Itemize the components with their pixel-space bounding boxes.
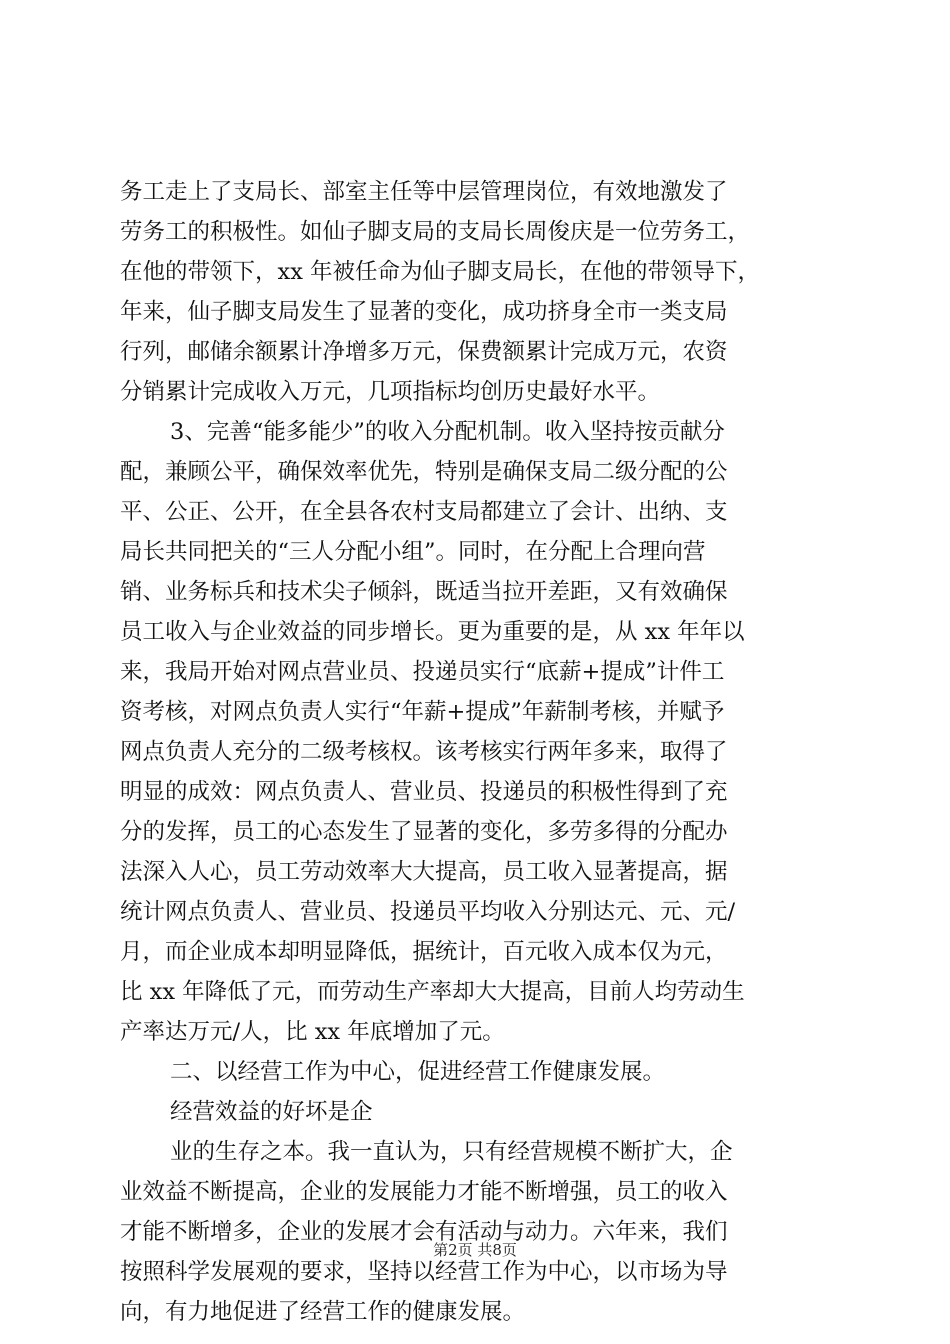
text-line: 销、业务标兵和技术尖子倾斜，既适当拉开差距，又有效确保 <box>120 579 728 605</box>
text-line: 按照科学发展观的要求，坚持以经营工作为中心，以市场为导 <box>120 1259 728 1285</box>
text-line: 务工走上了支局长、部室主任等中层管理岗位，有效地激发了 <box>120 179 728 205</box>
text-line: 员工收入与企业效益的同步增长。更为重要的是，从 xx 年年以 <box>120 619 745 645</box>
text-line: 局长共同把关的“三人分配小组”。同时，在分配上合理向营 <box>120 539 706 565</box>
text-line: 分的发挥，员工的心态发生了显著的变化，多劳多得的分配办 <box>120 819 728 845</box>
text-line: 明显的成效：网点负责人、营业员、投递员的积极性得到了充 <box>120 779 728 805</box>
text-line: 配，兼顾公平，确保效率优先，特别是确保支局二级分配的公 <box>120 459 728 485</box>
text-line: 向，有力地促进了经营工作的健康发展。 <box>120 1299 526 1325</box>
text-line: 平、公正、公开，在全县各农村支局都建立了会计、出纳、支 <box>120 499 728 525</box>
text-line: 行列，邮储余额累计净增多万元，保费额累计完成万元，农资 <box>120 339 728 365</box>
text-line: 法深入人心，员工劳动效率大大提高，员工收入显著提高，据 <box>120 859 728 885</box>
text-line: 在他的带领下，xx 年被任命为仙子脚支局长，在他的带领导下， <box>120 259 761 285</box>
text-line: 产率达万元/人，比 xx 年底增加了元。 <box>120 1019 505 1045</box>
text-line: 年来，仙子脚支局发生了显著的变化，成功挤身全市一类支局 <box>120 299 728 325</box>
page-footer: 第2页 共8页 <box>433 1241 517 1259</box>
text-line: 月，而企业成本却明显降低，据统计，百元收入成本仅为元， <box>120 939 728 965</box>
text-line: 网点负责人充分的二级考核权。该考核实行两年多来，取得了 <box>120 739 728 765</box>
text-line: 才能不断增多，企业的发展才会有活动与动力。六年来，我们 <box>120 1219 728 1245</box>
text-line: 业的生存之本。我一直认为，只有经营规模不断扩大，企 <box>170 1139 733 1165</box>
section-heading: 二、以经营工作为中心，促进经营工作健康发展。 <box>170 1059 666 1085</box>
text-line: 来，我局开始对网点营业员、投递员实行“底薪+提成”计件工 <box>120 659 725 685</box>
text-line: 资考核，对网点负责人实行“年薪+提成”年薪制考核，并赋予 <box>120 699 725 725</box>
text-line: 比 xx 年降低了元，而劳动生产率却大大提高，目前人均劳动生 <box>120 979 745 1005</box>
text-line: 劳务工的积极性。如仙子脚支局的支局长周俊庆是一位劳务工， <box>120 219 751 245</box>
text-line: 统计网点负责人、营业员、投递员平均收入分别达元、元、元/ <box>120 899 736 925</box>
text-line: 3、完善“能多能少”的收入分配机制。收入坚持按贡献分 <box>170 419 725 445</box>
text-line: 经营效益的好坏是企 <box>170 1099 373 1125</box>
text-line: 业效益不断提高，企业的发展能力才能不断增强，员工的收入 <box>120 1179 728 1205</box>
text-line: 分销累计完成收入万元，几项指标均创历史最好水平。 <box>120 379 661 405</box>
